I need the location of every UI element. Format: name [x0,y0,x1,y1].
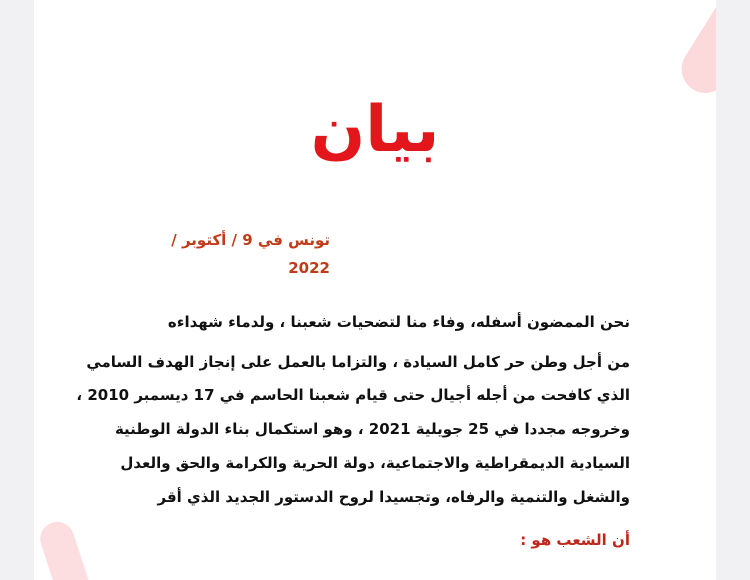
decorative-shape-bottom-left [36,517,102,580]
document-heading: بيان [310,93,440,167]
decorative-shape-top-right [673,0,716,102]
date-line: تونس في 9 / أكتوبر / 2022 [171,231,330,277]
closing-line: أن الشعب هو : [520,531,630,549]
body-line-5: السيادية الديمقراطية والاجتماعية، دولة الحرية والكرامة والحق والعدل [120,454,630,472]
body-line-2: من أجل وطن حر كامل السيادة ، والتزاما بالعمل على إنجاز الهدف السامي [86,353,630,371]
body-line-1: نحن الممضون أسفله، وفاء منا لتضحيات شعبنا ، ولدماء شهداءه [167,313,630,331]
body-line-4: وخروجه مجددا في 25 جويلية 2021 ، وهو استكمال بناء الدولة الوطنية [114,420,630,438]
body-line-6: والشغل والتنمية والرفاه، وتجسيدا لروح الدستور الجديد الذي أقر [157,488,630,506]
body-line-3: الذي كافحت من أجله أجيال حتى قيام شعبنا الحاسم في 17 ديسمبر 2010 ، [76,386,630,404]
